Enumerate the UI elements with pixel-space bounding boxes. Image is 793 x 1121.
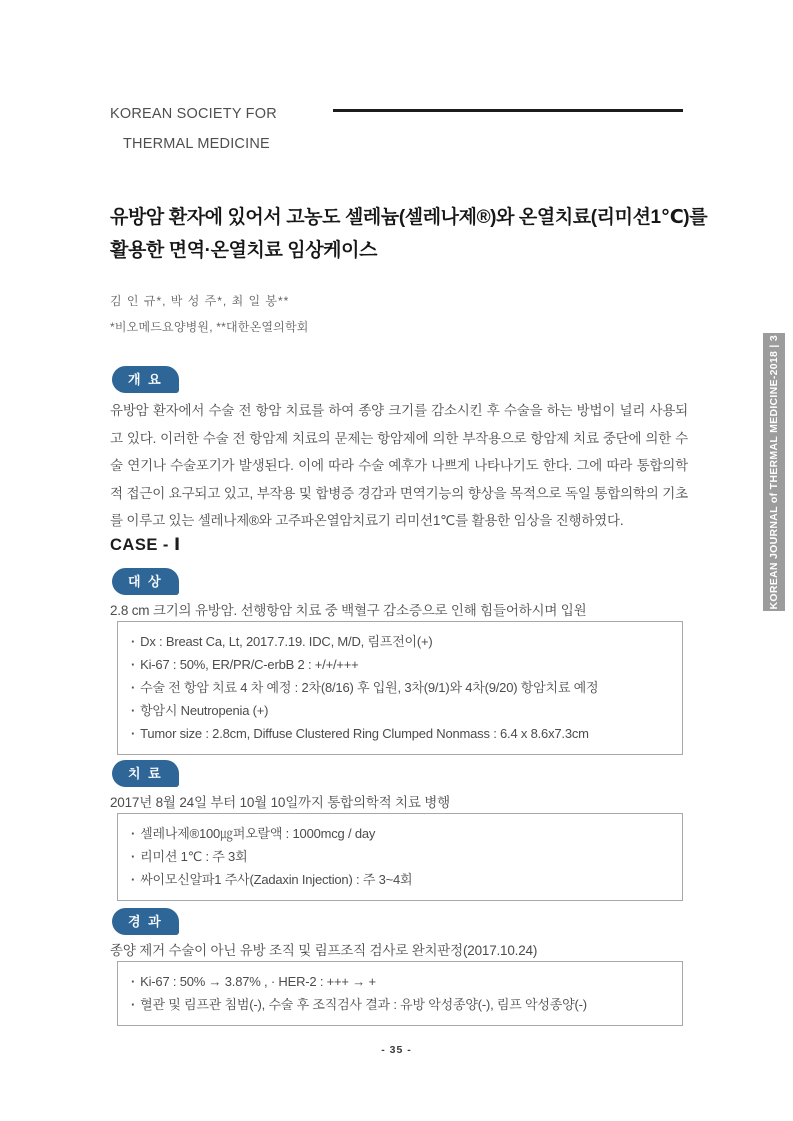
subject-item: · Ki-67 : 50%, ER/PR/C-erbB 2 : +/+/+++	[131, 653, 669, 676]
progress-lead: 종양 제거 수술이 아닌 유방 조직 및 림프조직 검사로 완치판정(2017.10.24)	[110, 943, 538, 958]
subject-item: · Dx : Breast Ca, Lt, 2017.7.19. IDC, M/D, 림프전이(+)	[131, 630, 669, 653]
badge-treatment: 치 료	[112, 760, 179, 787]
society-name-line2: THERMAL MEDICINE	[123, 136, 270, 152]
affiliations: *비오메드요양병원, **대한온열의학회	[110, 320, 309, 334]
treatment-item: · 싸이모신알파1 주사(Zadaxin Injection) : 주 3~4회	[131, 868, 669, 891]
badge-progress: 경 과	[112, 908, 179, 935]
badge-overview: 개 요	[112, 366, 179, 393]
subject-box	[117, 621, 683, 755]
header-rule	[333, 109, 683, 112]
overview-body: 유방암 환자에서 수술 전 항암 치료를 하여 종양 크기를 감소시킨 후 수술을 하는 방법이 널리 사용되고 있다. 이러한 수술 전 항암제 치료의 문제는 항암제에 의한 부작용으로 항암제 치료 중단에 의한 수술 연기나 수술포기가 발생된다. 이에 따라 수술 예후가 나쁘게 나타나기도 한다. 그에 따라 통합의학적 접근이 요구되고 있고, 부작용 및 합병증 경감과 면역기능의 향상을 목적으로 독일 통합의학의 기초를 이루고 있는 셀레나제®와 고주파온열암치료기 리미션1℃를 활용한 임상을 진행하였다.	[110, 403, 688, 528]
society-name-line1: KOREAN SOCIETY FOR	[110, 106, 277, 122]
treatment-item: · 리미션 1℃ : 주 3회	[131, 845, 669, 868]
treatment-box	[117, 813, 683, 901]
authors: 김 인 규*, 박 성 주*, 최 일 봉**	[110, 294, 290, 308]
subject-item: · 수술 전 항암 치료 4 차 예정 : 2차(8/16) 후 입원, 3차(9/1)와 4차(9/20) 항암치료 예정	[131, 676, 669, 699]
progress-box	[117, 961, 683, 1026]
subject-item: · Tumor size : 2.8cm, Diffuse Clustered Ring Clumped Nonmass : 6.4 x 8.6x7.3cm	[131, 722, 669, 745]
treatment-item: · 셀레나제®100㎍퍼오랄액 : 1000mcg / day	[131, 822, 669, 845]
case-heading: CASE - Ⅰ	[110, 536, 181, 554]
article-title-line1: 유방암 환자에 있어서 고농도 셀레늄(셀레나제®)와 온열치료(리미션1℃)를	[110, 207, 708, 228]
article-title	[110, 201, 710, 267]
journal-side-tab-label: KOREAN JOURNAL of THERMAL MEDICINE-2018 | 3	[768, 334, 780, 610]
society-logo	[110, 99, 277, 159]
subject-item: · 항암시 Neutropenia (+)	[131, 699, 669, 722]
progress-item: · Ki-67 : 50% → 3.87% , · HER-2 : +++ → +	[131, 970, 669, 993]
treatment-lead: 2017년 8월 24일 부터 10월 10일까지 통합의학적 치료 병행	[110, 795, 450, 810]
badge-subject: 대 상	[112, 568, 179, 595]
article-title-line2: 활용한 면역·온열치료 임상케이스	[110, 240, 378, 261]
page-number: - 35 -	[381, 1044, 412, 1056]
progress-item: · 혈관 및 림프관 침범(-), 수술 후 조직검사 결과 : 유방 악성종양(-), 림프 악성종양(-)	[131, 993, 669, 1016]
subject-lead: 2.8 cm 크기의 유방암. 선행항암 치료 중 백혈구 감소증으로 인해 힘들어하시며 입원	[110, 603, 587, 618]
journal-side-tab	[763, 333, 785, 611]
